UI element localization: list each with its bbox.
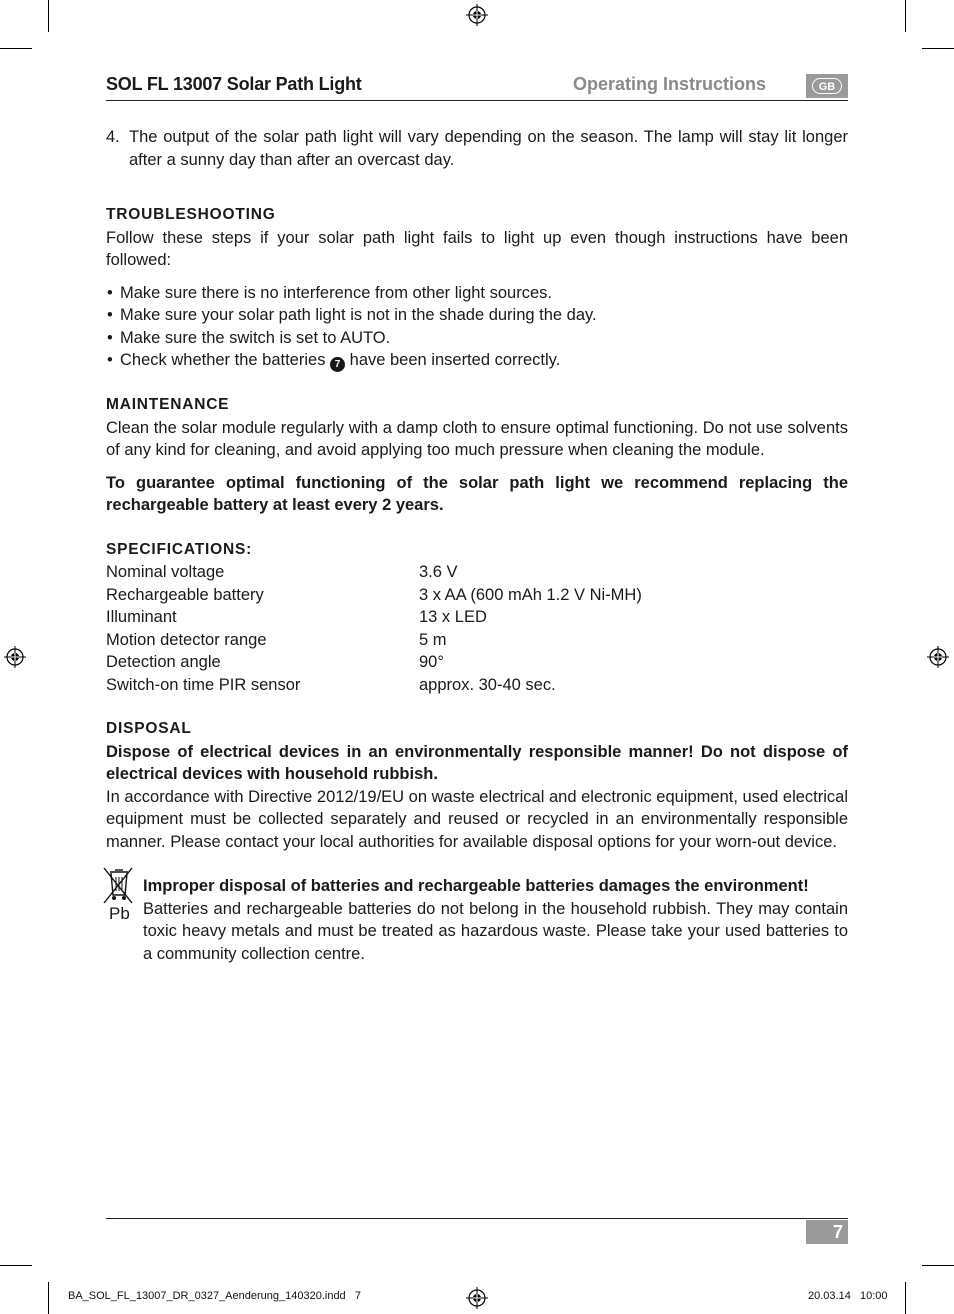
list-item-text: have been inserted correctly. [349,351,561,369]
spec-label: Nominal voltage [106,563,225,581]
numbered-item [106,126,848,171]
spec-row [106,584,848,607]
disposal-text: In accordance with Directive 2012/19/EU on waste electrical and electronic equipment, used electrical equipment must be collected separately and reused or recycled in an environmentally responsible manner. Please contact your local authorities for available disposal options for your worn-out device. [106,787,848,851]
crop-mark [905,0,906,32]
spec-label: Illuminant [106,608,177,626]
list-item: • Make sure your solar path light is not in the shade during the day. [106,304,848,327]
disposal-heading: DISPOSAL [106,720,192,737]
crop-mark [922,1265,954,1266]
list-item: • Make sure there is no interference from other light sources. [106,282,848,305]
header-divider [106,100,848,101]
maintenance-note: To guarantee optimal functioning of the solar path light we recommend replacing the rechargeable battery at least every 2 years. [106,473,848,514]
spec-value: 5 m [419,630,447,649]
spec-value: 3 x AA (600 mAh 1.2 V Ni-MH) [419,585,642,604]
spec-value: approx. 30-40 sec. [419,675,556,694]
footer-divider [106,1218,848,1219]
specifications-heading: SPECIFICATIONS: [106,540,253,558]
language-badge [806,74,848,98]
troubleshooting-list [106,282,848,373]
crop-mark [48,0,49,32]
troubleshooting-heading: TROUBLESHOOTING [106,206,276,223]
product-title: SOL FL 13007 Solar Path Light [106,74,362,94]
spec-row [106,674,848,697]
crop-mark [0,1265,32,1266]
disposal-warning: Dispose of electrical devices in an environmentally responsible manner! Do not dispose of electrical devices with household rubbish. [106,742,848,783]
registration-mark-icon [466,4,488,26]
item-number: 4. [106,128,120,146]
crop-mark [48,1282,49,1314]
spec-label: Rechargeable battery [106,585,264,604]
registration-mark-icon [466,1287,488,1309]
spec-row [106,561,848,584]
maintenance-text: Clean the solar module regularly with a damp cloth to ensure optimal functioning. Do not use solvents of any kind for cleaning, and avoid applying too much pressure when cleaning the module. [106,418,848,459]
spec-label: Detection angle [106,653,221,671]
battery-disposal-block [106,875,848,965]
maintenance-heading: MAINTENANCE [106,396,230,413]
crop-mark [905,1282,906,1314]
language-badge-label: GB [812,78,842,94]
list-item [106,349,848,372]
list-item: • Make sure the switch is set to AUTO. [106,327,848,350]
page-content [106,126,848,965]
slug-filename: BA_SOL_FL_13007_DR_0327_Aenderung_140320.indd 7 [68,1290,361,1302]
specifications-table [106,561,848,696]
page-number: 7 [806,1220,848,1244]
spec-value: 90° [419,653,444,671]
crop-mark [0,48,32,49]
spec-row [106,606,848,629]
item-text: The output of the solar path light will vary depending on the season. The lamp will stay lit longer after a sunny day than after an overcast day. [129,128,848,169]
spec-label: Switch-on time PIR sensor [106,675,301,694]
crossed-bin-icon [106,875,143,965]
spec-value: 3.6 V [419,563,458,581]
section-title: Operating Instructions [573,74,767,94]
spec-row [106,651,848,674]
crop-mark [922,48,954,49]
spec-row [106,629,848,652]
spec-value: 13 x LED [419,608,487,626]
battery-disposal-text [143,875,848,965]
slug-date: 20.03.14 10:00 [808,1290,888,1302]
battery-disposal-heading: Improper disposal of batteries and rechargeable batteries damages the environment! [143,877,809,895]
list-item-text: Check whether the batteries [120,351,326,369]
spec-label: Motion detector range [106,630,267,649]
registration-mark-icon [927,646,949,668]
part-reference-badge: 7 [330,357,345,372]
battery-disposal-body: Batteries and rechargeable batteries do not belong in the household rubbish. They may contain toxic heavy metals and must be treated as hazardous waste. Please take your used batteries to a community collection centre. [143,899,848,963]
troubleshooting-intro: Follow these steps if your solar path light fails to light up even though instructions have been followed: [106,228,848,269]
registration-mark-icon [4,646,26,668]
lead-symbol-label: Pb [109,904,130,923]
